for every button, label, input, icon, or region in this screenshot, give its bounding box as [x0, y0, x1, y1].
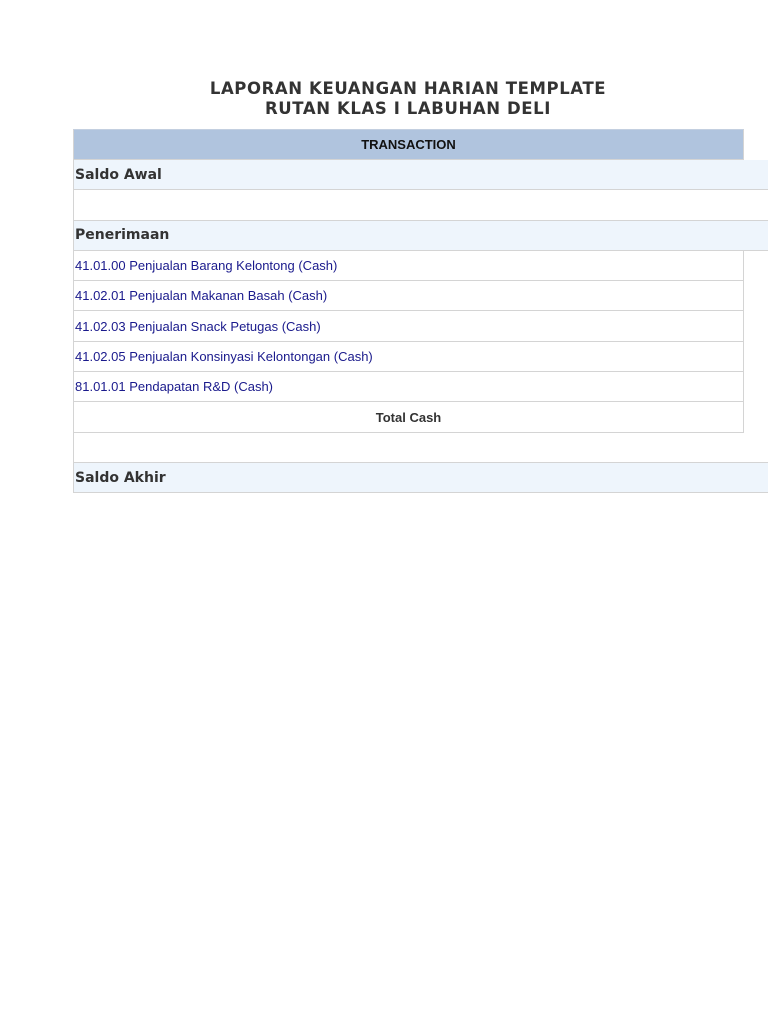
blank-row [73, 433, 768, 463]
saldo-awal-row: Saldo Awal [73, 160, 768, 190]
blank-row [73, 190, 768, 220]
penerimaan-section-row: Penerimaan [73, 221, 768, 251]
report-title-line-1: LAPORAN KEUANGAN HARIAN TEMPLATE [209, 79, 607, 98]
report-title-line-2: RUTAN KLAS I LABUHAN DELI [265, 99, 551, 118]
total-cash-row: Total Cash [73, 402, 744, 432]
table-row: 41.02.05 Penjualan Konsinyasi Kelontongan (Cash) [73, 342, 744, 372]
saldo-akhir-row: Saldo Akhir [73, 463, 768, 493]
table-row: 41.02.03 Penjualan Snack Petugas (Cash) [73, 311, 744, 341]
transaction-table [73, 129, 768, 493]
table-header-transaction: TRANSACTION [73, 129, 744, 160]
table-row: 81.01.01 Pendapatan R&D (Cash) [73, 372, 744, 402]
table-row: 41.02.01 Penjualan Makanan Basah (Cash) [73, 281, 744, 311]
table-row: 41.01.00 Penjualan Barang Kelontong (Cash) [73, 251, 744, 281]
